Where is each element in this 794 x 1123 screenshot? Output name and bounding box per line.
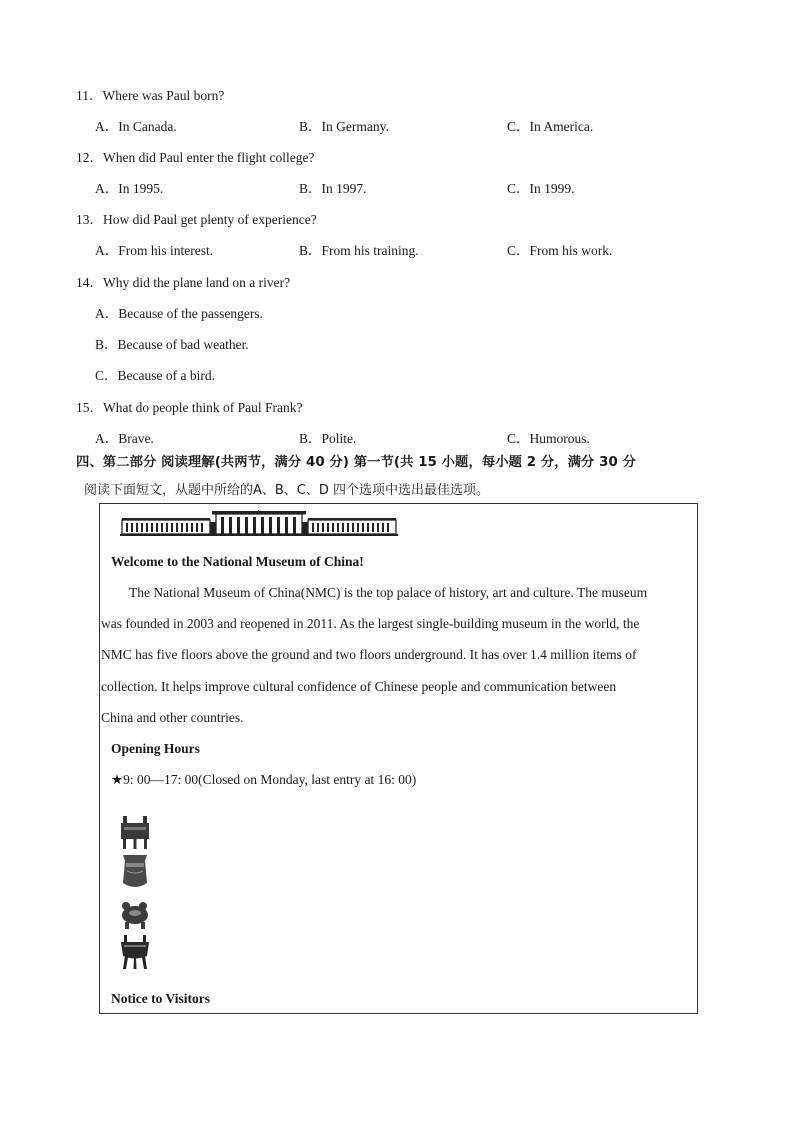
animal-statue-icon <box>118 897 152 931</box>
option-b: B．Because of bad weather. <box>95 337 249 352</box>
option-a: A．In 1995. <box>95 181 164 196</box>
museum-building-icon <box>120 510 398 538</box>
option-b: B．In 1997. <box>299 181 367 196</box>
option-b: B．Polite. <box>299 431 357 446</box>
bronze-jar-icon <box>118 853 152 891</box>
reading-passage-box <box>99 503 698 1014</box>
option-c: C．From his work. <box>507 243 613 258</box>
passage-line: The National Museum of China(NMC) is the top palace of history, art and culture. The museum <box>129 585 648 600</box>
opening-hours-text: ★9: 00—17: 00(Closed on Monday, last entry at 16: 00) <box>111 772 417 787</box>
option-c: C．Humorous. <box>507 431 590 446</box>
option-a: A．Brave. <box>95 431 154 446</box>
notice-heading: Notice to Visitors <box>111 991 210 1006</box>
ding-vessel-icon <box>118 814 152 850</box>
option-a: A．Because of the passengers. <box>95 306 263 321</box>
question-text: 15．What do people think of Paul Frank? <box>76 400 303 415</box>
option-c: C．Because of a bird. <box>95 368 215 383</box>
question-text: 12．When did Paul enter the flight college? <box>76 150 315 165</box>
question-text: 13．How did Paul get plenty of experience? <box>76 212 317 227</box>
option-c: C．In America. <box>507 119 594 134</box>
option-c: C．In 1999. <box>507 181 575 196</box>
passage-line: collection. It helps improve cultural confidence of Chinese people and communication between <box>101 679 617 694</box>
passage-line: NMC has five floors above the ground and two floors underground. It has over 1.4 million items of <box>101 647 637 662</box>
passage-line: China and other countries. <box>101 710 244 725</box>
question-text: 11．Where was Paul born? <box>76 88 225 103</box>
section-heading: 四、第二部分 阅读理解(共两节，满分 40 分) 第一节(共 15 小题，每小题 2 分，满分 30 分 <box>76 455 636 470</box>
passage-line: was founded in 2003 and reopened in 2011. As the largest single-building museum in the world, the <box>101 616 640 631</box>
option-b: B．From his training. <box>299 243 419 258</box>
question-text: 14．Why did the plane land on a river? <box>76 275 291 290</box>
tripod-cauldron-icon <box>118 934 152 970</box>
section-instruction: 阅读下面短文，从题中所给的A、B、C、D 四个选项中选出最佳选项。 <box>84 483 490 498</box>
passage-title: Welcome to the National Museum of China! <box>111 554 364 569</box>
option-a: A．From his interest. <box>95 243 214 258</box>
opening-hours-heading: Opening Hours <box>111 741 200 756</box>
option-b: B．In Germany. <box>299 119 389 134</box>
option-a: A．In Canada. <box>95 119 177 134</box>
